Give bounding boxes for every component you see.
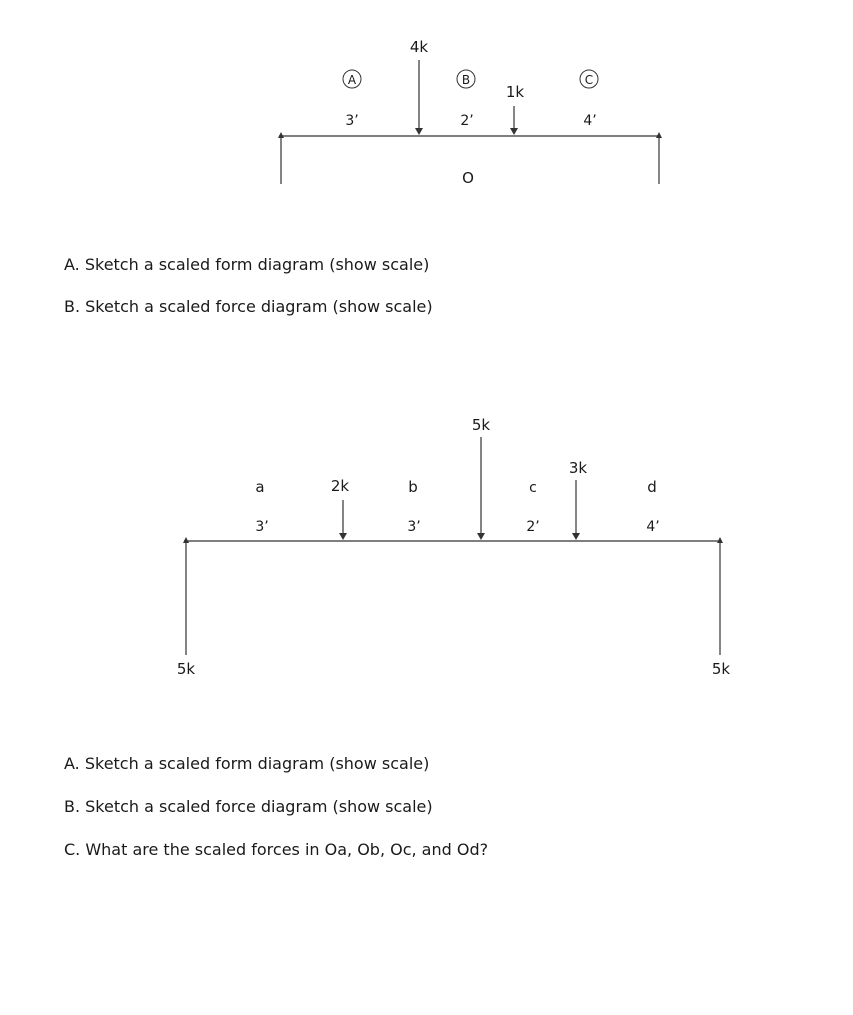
p1-load-4k-label: 4k bbox=[409, 38, 429, 56]
p2-question-b: B. Sketch a scaled force diagram (show scale) bbox=[64, 797, 433, 816]
p1-space-A: A bbox=[347, 73, 357, 87]
p1-question-a: A. Sketch a scaled form diagram (show scale) bbox=[64, 255, 430, 274]
p2-load-5k-label: 5k bbox=[471, 416, 491, 434]
p1-left-reaction-arrowhead bbox=[278, 132, 284, 138]
p2-span-a: 3’ bbox=[255, 519, 269, 535]
p2-right-reaction-label: 5k bbox=[711, 660, 731, 678]
p1-span-3ft: 3’ bbox=[345, 113, 359, 129]
problem2-beam-diagram bbox=[177, 416, 731, 678]
p2-space-a: a bbox=[255, 478, 265, 496]
p1-space-O: O bbox=[462, 169, 474, 187]
p2-span-d: 4’ bbox=[646, 519, 660, 535]
p1-load-1k-label: 1k bbox=[505, 83, 525, 101]
p2-space-b: b bbox=[408, 478, 418, 496]
p2-right-reaction-arrowhead bbox=[717, 537, 723, 543]
p2-space-c: c bbox=[529, 480, 537, 496]
p1-right-reaction-arrowhead bbox=[656, 132, 662, 138]
p1-span-2ft: 2’ bbox=[460, 113, 474, 129]
p2-load-2k-label: 2k bbox=[330, 477, 350, 495]
p2-load-2k-arrowhead bbox=[339, 533, 347, 540]
p2-space-d: d bbox=[647, 478, 657, 496]
p1-question-b: B. Sketch a scaled force diagram (show scale) bbox=[64, 297, 433, 316]
p1-load-1k-arrowhead bbox=[510, 128, 518, 135]
p2-span-c: 2’ bbox=[526, 519, 540, 535]
p1-span-4ft: 4’ bbox=[583, 113, 597, 129]
p2-left-reaction-label: 5k bbox=[176, 660, 196, 678]
p2-question-a: A. Sketch a scaled form diagram (show scale) bbox=[64, 754, 430, 773]
problem1-truss-diagram bbox=[278, 38, 662, 187]
p1-load-4k-arrowhead bbox=[415, 128, 423, 135]
p2-load-3k-label: 3k bbox=[568, 459, 588, 477]
p2-load-3k-arrowhead bbox=[572, 533, 580, 540]
p1-space-B: B bbox=[461, 73, 471, 87]
p1-space-C: C bbox=[584, 73, 594, 87]
p2-question-c: C. What are the scaled forces in Oa, Ob, Oc, and Od? bbox=[64, 840, 489, 859]
p2-load-5k-arrowhead bbox=[477, 533, 485, 540]
p2-left-reaction-arrowhead bbox=[183, 537, 189, 543]
p2-span-b: 3’ bbox=[407, 519, 421, 535]
